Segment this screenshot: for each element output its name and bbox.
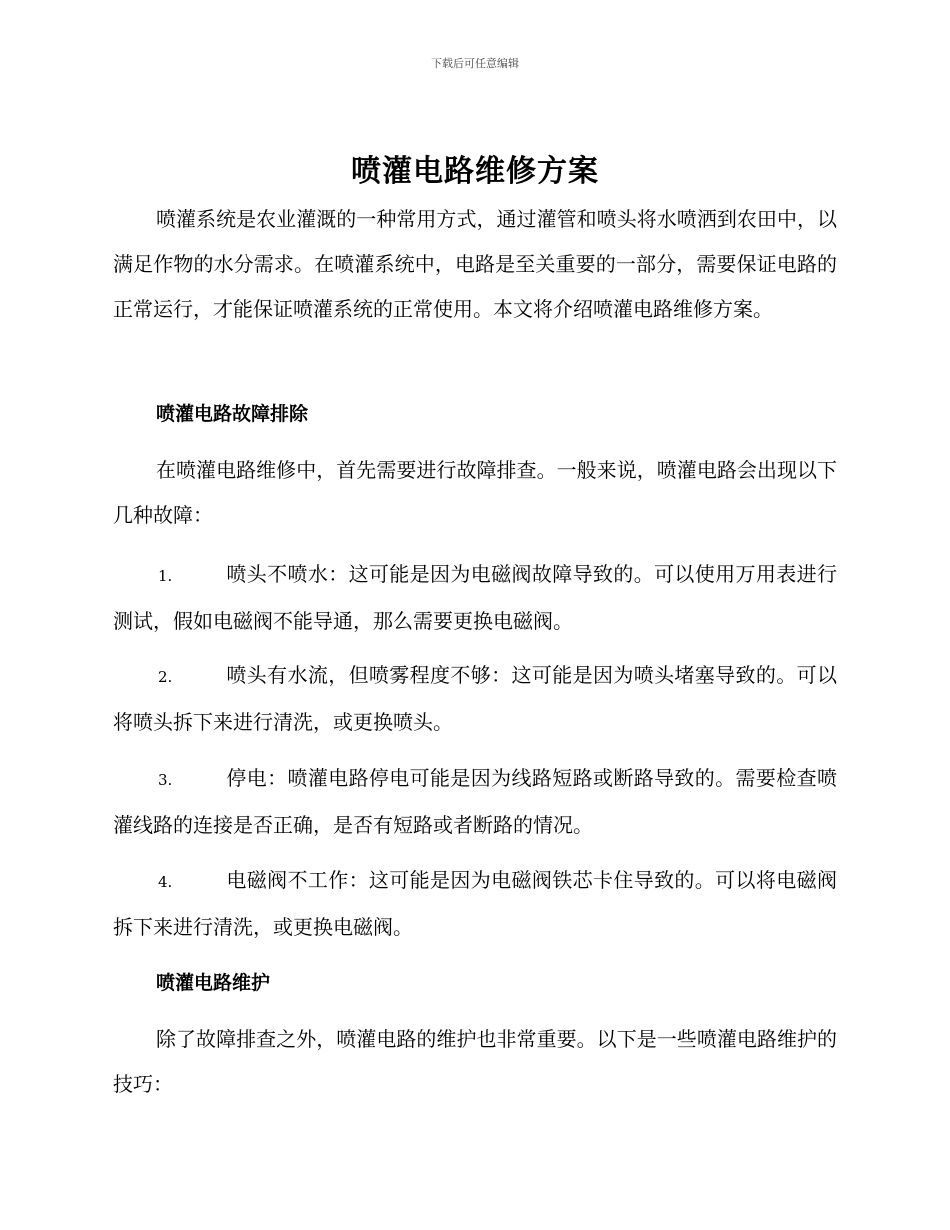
- troubleshooting-paragraph: 在喷灌电路维修中，首先需要进行故障排查。一般来说，喷灌电路会出现以下几种故障：: [113, 458, 837, 527]
- list-item-text: 电磁阀不工作：这可能是因为电磁阀铁芯卡住导致的。可以将电磁阀拆下来进行清洗，或更换电磁阀。: [113, 868, 837, 939]
- document-title: 喷灌电路维修方案: [351, 154, 599, 189]
- list-item-text: 喷头有水流，但喷雾程度不够：这可能是因为喷头堵塞导致的。可以将喷头拆下来进行清洗，或更换喷头。: [113, 663, 837, 734]
- section-heading-maintenance: 喷灌电路维护: [156, 972, 271, 994]
- section-heading-troubleshooting: 喷灌电路故障排除: [156, 403, 309, 425]
- list-item-text: 喷头不喷水：这可能是因为电磁阀故障导致的。可以使用万用表进行测试，假如电磁阀不能导通，那么需要更换电磁阀。: [113, 562, 837, 633]
- list-item: [113, 552, 837, 644]
- list-item: [113, 756, 837, 848]
- list-item-text: 停电：喷灌电路停电可能是因为线路短路或断路导致的。需要检查喷灌线路的连接是否正确，是否有短路或者断路的情况。: [113, 766, 837, 837]
- header-note: 下载后可任意编辑: [431, 57, 519, 70]
- intro-paragraph: 喷灌系统是农业灌溉的一种常用方式，通过灌管和喷头将水喷洒到农田中，以满足作物的水分需求。在喷灌系统中，电路是至关重要的一部分，需要保证电路的正常运行，才能保证喷灌系统的正常使用。本文将介绍喷灌电路维修方案。: [113, 207, 837, 321]
- maintenance-paragraph: 除了故障排查之外，喷灌电路的维护也非常重要。以下是一些喷灌电路维护的技巧：: [113, 1027, 837, 1096]
- list-item-number: 2.: [158, 668, 173, 686]
- list-item: [113, 653, 837, 745]
- list-item: [113, 858, 837, 950]
- list-item-number: 1.: [158, 567, 173, 585]
- list-item-number: 4.: [158, 873, 173, 891]
- list-item-number: 3.: [158, 771, 173, 789]
